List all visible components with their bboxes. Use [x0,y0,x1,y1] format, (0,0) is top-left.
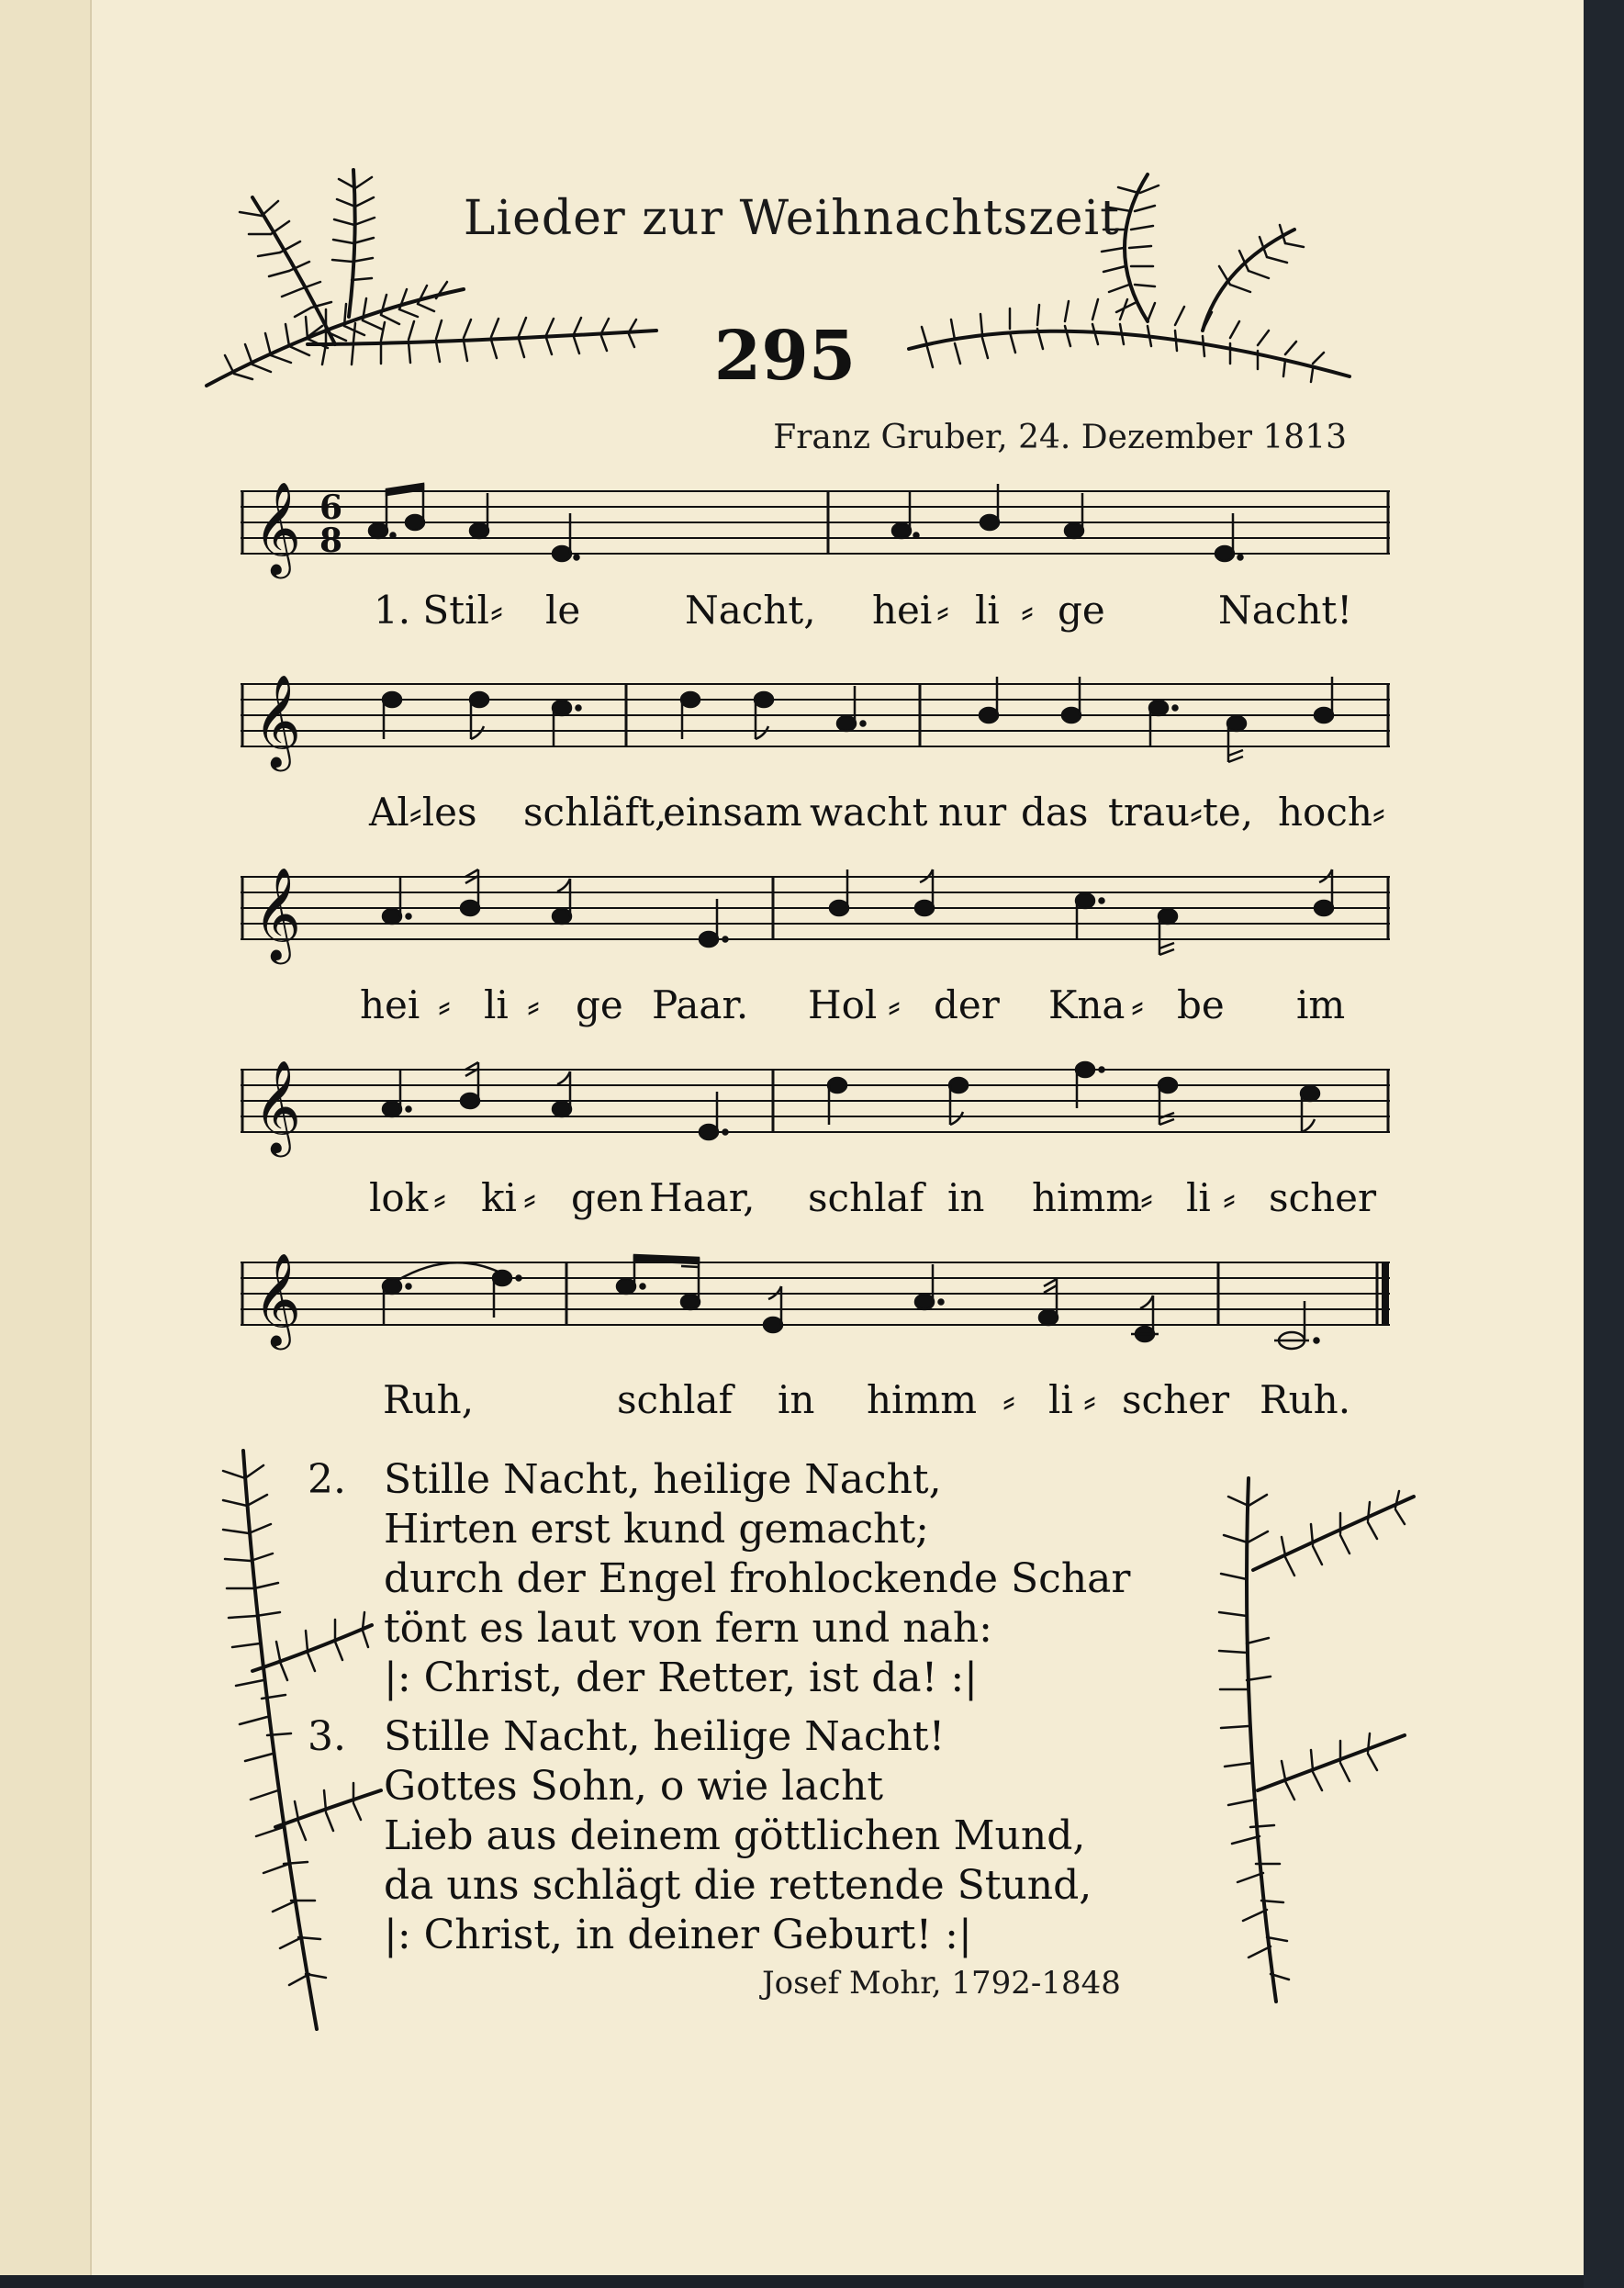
lyric-syllable: hei [872,588,933,633]
lyric-syllable: einsam [663,790,802,835]
lyric-syllable: gen [571,1175,644,1220]
lyric-syllable: ge [1058,588,1105,633]
lyric-syllable: Ruh. [1260,1377,1351,1422]
lyric-syllable: scher [1122,1377,1230,1422]
lyric-syllable: trau⸗te, [1108,790,1254,835]
lyric-hyphen: ⸗ [888,982,901,1027]
lyric-syllable: scher [1269,1175,1377,1220]
lyricist-credit: Josef Mohr, 1792-1848 [762,1965,1121,2002]
time-signature-bottom: 8 [319,522,343,560]
verse-2 [308,1455,1131,1703]
lyric-syllable: hoch⸗ [1278,790,1385,835]
lyric-syllable: der [934,982,1000,1027]
lyric-syllable: li [484,982,509,1027]
verse-line: da uns schlägt die rettende Stund, [384,1862,1092,1909]
treble-clef-icon: 𝄞 [253,482,302,575]
lyric-hyphen: ⸗ [1223,1175,1236,1220]
composer-credit: Franz Gruber, 24. Dezember 1813 [773,419,1347,456]
lyric-hyphen: ⸗ [527,982,540,1027]
lyric-syllable: ge [576,982,623,1027]
lyric-syllable: schläft, [523,790,667,835]
lyric-syllable: schlaf [808,1175,924,1220]
treble-clef-icon: 𝄞 [253,1253,302,1346]
lyric-hyphen: ⸗ [1131,982,1144,1027]
lyric-syllable: Nacht! [1218,588,1353,633]
lyric-syllable: Hol [808,982,878,1027]
lyric-syllable: be [1177,982,1225,1027]
lyric-syllable: 1. Stil [374,588,489,633]
lyric-syllable: Ruh, [383,1377,475,1422]
lyric-line-5 [241,1377,1390,1432]
treble-clef-icon: 𝄞 [253,1060,302,1153]
lyric-syllable: hei [360,982,420,1027]
lyric-hyphen: ⸗ [1002,1377,1015,1422]
lyric-hyphen: ⸗ [433,1175,446,1220]
lyric-syllable: li [975,588,1000,633]
verse-line: tönt es laut von fern und nah: [384,1605,993,1652]
verse-number: 2. [308,1456,346,1503]
lyric-hyphen: ⸗ [490,588,503,633]
verse-line: Lieb aus deinem göttlichen Mund, [384,1812,1086,1859]
time-signature-top: 6 [319,488,343,527]
lyric-syllable: Nacht, [685,588,816,633]
lyric-hyphen: ⸗ [1021,588,1034,633]
lyric-hyphen: ⸗ [1083,1377,1096,1422]
lyric-syllable: nur [938,790,1007,835]
lyric-syllable: Al⸗les [369,790,477,835]
lyric-hyphen: ⸗ [438,982,451,1027]
lyric-syllable: ki [481,1175,517,1220]
lyric-syllable: Kna [1048,982,1126,1027]
lyric-syllable: wacht [810,790,928,835]
lyric-hyphen: ⸗ [523,1175,536,1220]
lyric-syllable: in [947,1175,985,1220]
lyric-syllable: in [778,1377,815,1422]
lyric-line-1 [241,588,1390,643]
music-staff-2 [241,675,1390,835]
verse-3 [308,1712,1092,1960]
music-staff-4 [241,1060,1390,1220]
lyric-line-3 [241,982,1390,1037]
lyric-syllable: Haar, [649,1175,756,1220]
lyric-syllable: li [1186,1175,1211,1220]
section-title: Lieder zur Weihnachtszeit [463,191,1121,246]
lyric-hyphen: ⸗ [1140,1175,1153,1220]
book-cover-edge [1584,0,1624,2288]
verse-line: Stille Nacht, heilige Nacht! [384,1713,946,1760]
lyric-line-2 [241,790,1390,845]
lyric-hyphen: ⸗ [936,588,949,633]
verse-line: Stille Nacht, heilige Nacht, [384,1456,942,1503]
music-staff-1 [241,482,1390,633]
lyric-syllable: lok [369,1175,429,1220]
song-number: 295 [713,317,857,396]
lyric-syllable: das [1021,790,1089,835]
verse-number: 3. [308,1713,346,1760]
music-staff-3 [241,868,1390,1027]
treble-clef-icon: 𝄞 [253,675,302,768]
lyric-line-4 [241,1175,1390,1230]
lyric-syllable: im [1296,982,1346,1027]
lyric-syllable: himm [1032,1175,1143,1220]
fir-branch-icon [1175,1460,1432,2011]
verse-line: |: Christ, in deiner Geburt! :| [384,1912,972,1958]
verse-line: durch der Engel frohlockende Schar [384,1555,1131,1602]
verse-line: Gottes Sohn, o wie lacht [384,1763,884,1810]
lyric-syllable: schlaf [617,1377,734,1422]
lyric-syllable: li [1048,1377,1073,1422]
treble-clef-icon: 𝄞 [253,868,302,960]
lyric-syllable: Paar. [652,982,749,1027]
verse-line: Hirten erst kund gemacht; [384,1506,929,1553]
verse-line: |: Christ, der Retter, ist da! :| [384,1654,978,1701]
lyric-syllable: himm [867,1377,978,1422]
music-staff-5 [241,1253,1390,1422]
lyric-syllable: le [545,588,581,633]
